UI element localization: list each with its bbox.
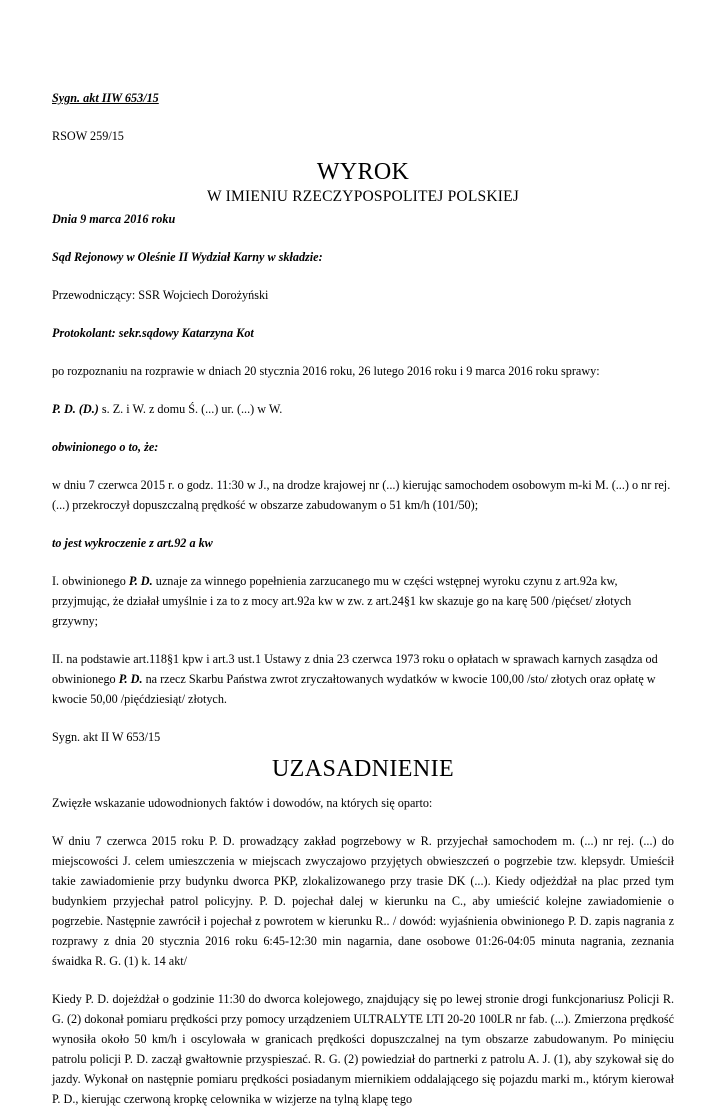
case-signature: Sygn. akt IIW 653/15 (52, 91, 159, 105)
justification-paragraph-2: Kiedy P. D. dojeżdżał o godzinie 11:30 do dworca kolejowego, znajdujący się po lewej stronie drogi funkcjonariusz Policji R. G. (2) dokonał pomiaru prędkości przy pomocy urządzeniem ULTRALYTE LTI 20-20 100LR nr fab. (...). Zmierzona prędkość wynosiła około 50 km/h i oscylowała w granicach prędkości dopuszczalnej na tym obszarze zabudowanym. Po minięciu patrolu policji P. D. zaczął gwałtownie przyspieszać. R. G. (2) powiedział do partnerki z patrolu A. J. (1), aby szykował się do jazdy. Wykonał on następnie pomiaru prędkości posiadanym miernikiem oddalającego się pojazdu marki m., którym kierował P. D., kierując czerwoną kropkę celownika w wizjerze na tylną klapę tego (52, 992, 674, 1106)
case-signature-2: Sygn. akt II W 653/15 (52, 730, 161, 744)
verdict-point-2-pre: II. na podstawie art.118§1 kpw i art.3 ust.1 Ustawy z dnia 23 czerwca 1973 roku o opłatach w sprawach karnych zasądza od obwinionego (52, 652, 658, 686)
rsow-number: RSOW 259/15 (52, 129, 124, 143)
chairperson: Przewodniczący: SSR Wojciech Dorożyński (52, 288, 269, 302)
verdict-title: WYROK (316, 159, 410, 185)
hearing-info: po rozpoznaniu na rozprawie w dniach 20 stycznia 2016 roku, 26 lutego 2016 roku i 9 marca 2016 roku sprawy: (52, 364, 600, 378)
accused-line (52, 399, 674, 419)
verdict-point-1-pre: I. obwinionego (52, 574, 129, 588)
offense-line: to jest wykroczenie z art.92 a kw (52, 536, 213, 550)
verdict-subtitle: W IMIENIU RZECZYPOSPOLITEJ POLSKIEJ (207, 188, 519, 205)
accused-details: s. Z. i W. z domu Ś. (...) ur. (...) w W. (98, 402, 283, 416)
verdict-point-1 (52, 571, 674, 631)
verdict-point-2-name: P. D. (118, 672, 143, 686)
justification-intro: Zwięzłe wskazanie udowodnionych faktów i dowodów, na których się oparto: (52, 796, 433, 810)
accused-name: P. D. (D.) (52, 402, 99, 416)
verdict-point-1-post: uznaje za winnego popełnienia zarzucanego mu w części wstępnej wyroku czynu z art.92a kw, przyjmując, że działał umyślnie i za to z mocy art.92a kw w zw. z art.24§1 kw skazuje go na karę 500 /pięćset/ złotych grzywny; (52, 574, 632, 628)
justification-paragraph-1: W dniu 7 czerwca 2015 roku P. D. prowadzący zakład pogrzebowy w R. przyjechał samochodem m. (...) nr rej. (...) do miejscowości J. celem umieszczenia w miejscach zwyczajowo przyjętych obwieszczeń o pogrzebie tzw. klepsydr. Umieścił takie zawiadomienie przy budynku dworca PKP, zlokalizowanego przy trasie DK (...). Kiedy odjeżdżał na plac przed tym budynkiem przyjechał patrol policyjny. P. D. pojechał dalej w kierunku na C., aby umieścić kolejne zawiadomienie o pogrzebie. Następnie zawrócił i pojechał z powrotem w kierunku R.. / dowód: wyjaśnienia obwinionego P. D. zapis nagrania z rozprawy z dnia 20 stycznia 2016 roku 6:45-12:30 min nagarnia, dane osobowe 01:26-04:05 minuta nagrania, zeznania śwaidka R. G. (1) k. 14 akt/ (52, 834, 674, 968)
verdict-point-2-post: na rzecz Skarbu Państwa zwrot zryczałtowanych wydatków w kwocie 100,00 /sto/ złotych oraz opłatę w kwocie 50,00 /pięćdziesiąt/ złotych. (52, 672, 656, 706)
charged-heading: obwinionego o to, że: (52, 440, 159, 454)
verdict-point-1-name: P. D. (128, 574, 153, 588)
verdict-point-2 (52, 649, 674, 709)
justification-title: UZASADNIENIE (271, 756, 455, 782)
document-page (52, 88, 674, 1109)
charge-text: w dniu 7 czerwca 2015 r. o godz. 11:30 w J., na drodze krajowej nr (...) kierując samochodem osobowym m-ki M. (...) o nr rej. (...) przekroczył dopuszczalną prędkość w obszarze zabudowanym o 51 km/h (101/50); (52, 478, 671, 512)
court-name: Sąd Rejonowy w Oleśnie II Wydział Karny w składzie: (52, 250, 323, 264)
verdict-date: Dnia 9 marca 2016 roku (52, 212, 176, 226)
clerk: Protokolant: sekr.sądowy Katarzyna Kot (52, 326, 254, 340)
